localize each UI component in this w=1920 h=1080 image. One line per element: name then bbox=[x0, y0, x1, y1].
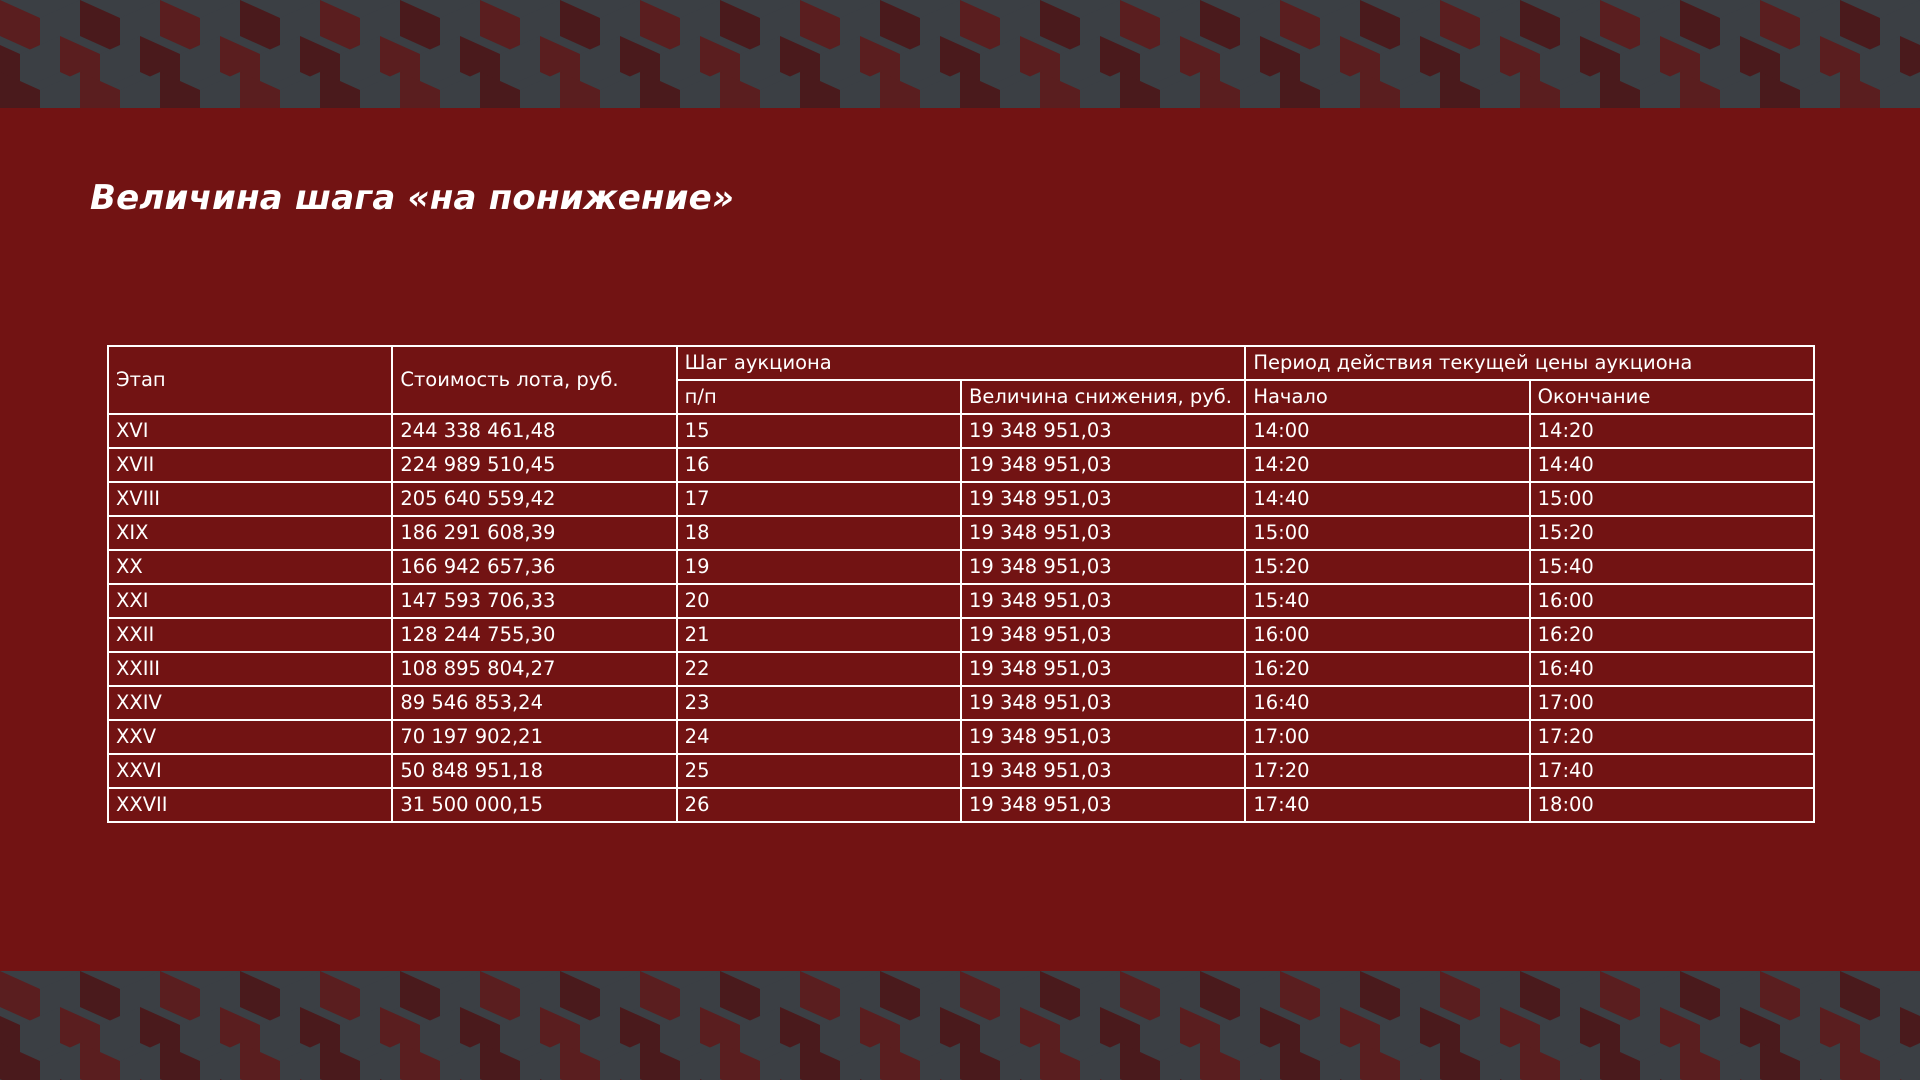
cell-stage: XXII bbox=[108, 618, 392, 652]
cell-step-number: 21 bbox=[677, 618, 961, 652]
cell-stage: XIX bbox=[108, 516, 392, 550]
cell-reduction: 19 348 951,03 bbox=[961, 516, 1245, 550]
cell-lot-cost: 50 848 951,18 bbox=[392, 754, 676, 788]
cell-lot-cost: 205 640 559,42 bbox=[392, 482, 676, 516]
table-row bbox=[108, 788, 1814, 822]
cell-step-number: 15 bbox=[677, 414, 961, 448]
cell-lot-cost: 244 338 461,48 bbox=[392, 414, 676, 448]
cell-end: 16:20 bbox=[1530, 618, 1814, 652]
cell-start: 16:00 bbox=[1245, 618, 1529, 652]
table-row bbox=[108, 482, 1814, 516]
table-row bbox=[108, 618, 1814, 652]
header-end: Окончание bbox=[1530, 380, 1814, 414]
cell-lot-cost: 166 942 657,36 bbox=[392, 550, 676, 584]
cell-stage: XXIV bbox=[108, 686, 392, 720]
geometric-pattern-top bbox=[0, 0, 1920, 108]
table-row bbox=[108, 448, 1814, 482]
cell-lot-cost: 31 500 000,15 bbox=[392, 788, 676, 822]
cell-lot-cost: 128 244 755,30 bbox=[392, 618, 676, 652]
cell-start: 14:40 bbox=[1245, 482, 1529, 516]
decorative-pattern-bottom bbox=[0, 971, 1920, 1080]
cell-reduction: 19 348 951,03 bbox=[961, 482, 1245, 516]
cell-end: 17:00 bbox=[1530, 686, 1814, 720]
cell-step-number: 19 bbox=[677, 550, 961, 584]
header-stage: Этап bbox=[108, 346, 392, 414]
cell-end: 14:20 bbox=[1530, 414, 1814, 448]
cell-stage: XXV bbox=[108, 720, 392, 754]
decorative-pattern-top bbox=[0, 0, 1920, 108]
cell-reduction: 19 348 951,03 bbox=[961, 618, 1245, 652]
header-step-number: п/п bbox=[677, 380, 961, 414]
cell-reduction: 19 348 951,03 bbox=[961, 754, 1245, 788]
page-title: Величина шага «на понижение» bbox=[90, 178, 735, 218]
cell-end: 15:00 bbox=[1530, 482, 1814, 516]
cell-reduction: 19 348 951,03 bbox=[961, 686, 1245, 720]
cell-start: 15:00 bbox=[1245, 516, 1529, 550]
auction-steps-table bbox=[107, 345, 1815, 823]
cell-step-number: 16 bbox=[677, 448, 961, 482]
cell-reduction: 19 348 951,03 bbox=[961, 448, 1245, 482]
cell-reduction: 19 348 951,03 bbox=[961, 720, 1245, 754]
table-header-row bbox=[108, 346, 1814, 380]
cell-step-number: 20 bbox=[677, 584, 961, 618]
cell-stage: XXVI bbox=[108, 754, 392, 788]
cell-start: 14:20 bbox=[1245, 448, 1529, 482]
header-start: Начало bbox=[1245, 380, 1529, 414]
cell-start: 17:20 bbox=[1245, 754, 1529, 788]
cell-end: 17:20 bbox=[1530, 720, 1814, 754]
cell-start: 16:20 bbox=[1245, 652, 1529, 686]
cell-stage: XVI bbox=[108, 414, 392, 448]
cell-lot-cost: 70 197 902,21 bbox=[392, 720, 676, 754]
cell-step-number: 25 bbox=[677, 754, 961, 788]
cell-lot-cost: 186 291 608,39 bbox=[392, 516, 676, 550]
geometric-pattern-bottom bbox=[0, 971, 1920, 1080]
cell-step-number: 26 bbox=[677, 788, 961, 822]
table-row bbox=[108, 550, 1814, 584]
cell-start: 14:00 bbox=[1245, 414, 1529, 448]
table-row bbox=[108, 686, 1814, 720]
cell-start: 17:40 bbox=[1245, 788, 1529, 822]
cell-end: 16:40 bbox=[1530, 652, 1814, 686]
cell-stage: XXVII bbox=[108, 788, 392, 822]
table-row bbox=[108, 754, 1814, 788]
cell-end: 15:20 bbox=[1530, 516, 1814, 550]
header-auction-step: Шаг аукциона bbox=[677, 346, 1246, 380]
table-row bbox=[108, 414, 1814, 448]
cell-step-number: 24 bbox=[677, 720, 961, 754]
cell-lot-cost: 108 895 804,27 bbox=[392, 652, 676, 686]
cell-end: 17:40 bbox=[1530, 754, 1814, 788]
table-row bbox=[108, 516, 1814, 550]
cell-start: 17:00 bbox=[1245, 720, 1529, 754]
cell-reduction: 19 348 951,03 bbox=[961, 788, 1245, 822]
table-row bbox=[108, 652, 1814, 686]
table-row bbox=[108, 584, 1814, 618]
cell-stage: XXI bbox=[108, 584, 392, 618]
cell-step-number: 18 bbox=[677, 516, 961, 550]
cell-step-number: 17 bbox=[677, 482, 961, 516]
cell-lot-cost: 147 593 706,33 bbox=[392, 584, 676, 618]
cell-end: 14:40 bbox=[1530, 448, 1814, 482]
cell-start: 16:40 bbox=[1245, 686, 1529, 720]
cell-reduction: 19 348 951,03 bbox=[961, 652, 1245, 686]
cell-reduction: 19 348 951,03 bbox=[961, 584, 1245, 618]
cell-lot-cost: 89 546 853,24 bbox=[392, 686, 676, 720]
cell-step-number: 22 bbox=[677, 652, 961, 686]
cell-reduction: 19 348 951,03 bbox=[961, 550, 1245, 584]
cell-stage: XVII bbox=[108, 448, 392, 482]
table-body bbox=[108, 414, 1814, 822]
cell-stage: XX bbox=[108, 550, 392, 584]
cell-stage: XVIII bbox=[108, 482, 392, 516]
cell-stage: XXIII bbox=[108, 652, 392, 686]
cell-end: 18:00 bbox=[1530, 788, 1814, 822]
cell-lot-cost: 224 989 510,45 bbox=[392, 448, 676, 482]
header-lot-cost: Стоимость лота, руб. bbox=[392, 346, 676, 414]
cell-step-number: 23 bbox=[677, 686, 961, 720]
cell-end: 15:40 bbox=[1530, 550, 1814, 584]
header-reduction: Величина снижения, руб. bbox=[961, 380, 1245, 414]
cell-reduction: 19 348 951,03 bbox=[961, 414, 1245, 448]
table-row bbox=[108, 720, 1814, 754]
header-price-period: Период действия текущей цены аукциона bbox=[1245, 346, 1814, 380]
cell-end: 16:00 bbox=[1530, 584, 1814, 618]
cell-start: 15:40 bbox=[1245, 584, 1529, 618]
cell-start: 15:20 bbox=[1245, 550, 1529, 584]
